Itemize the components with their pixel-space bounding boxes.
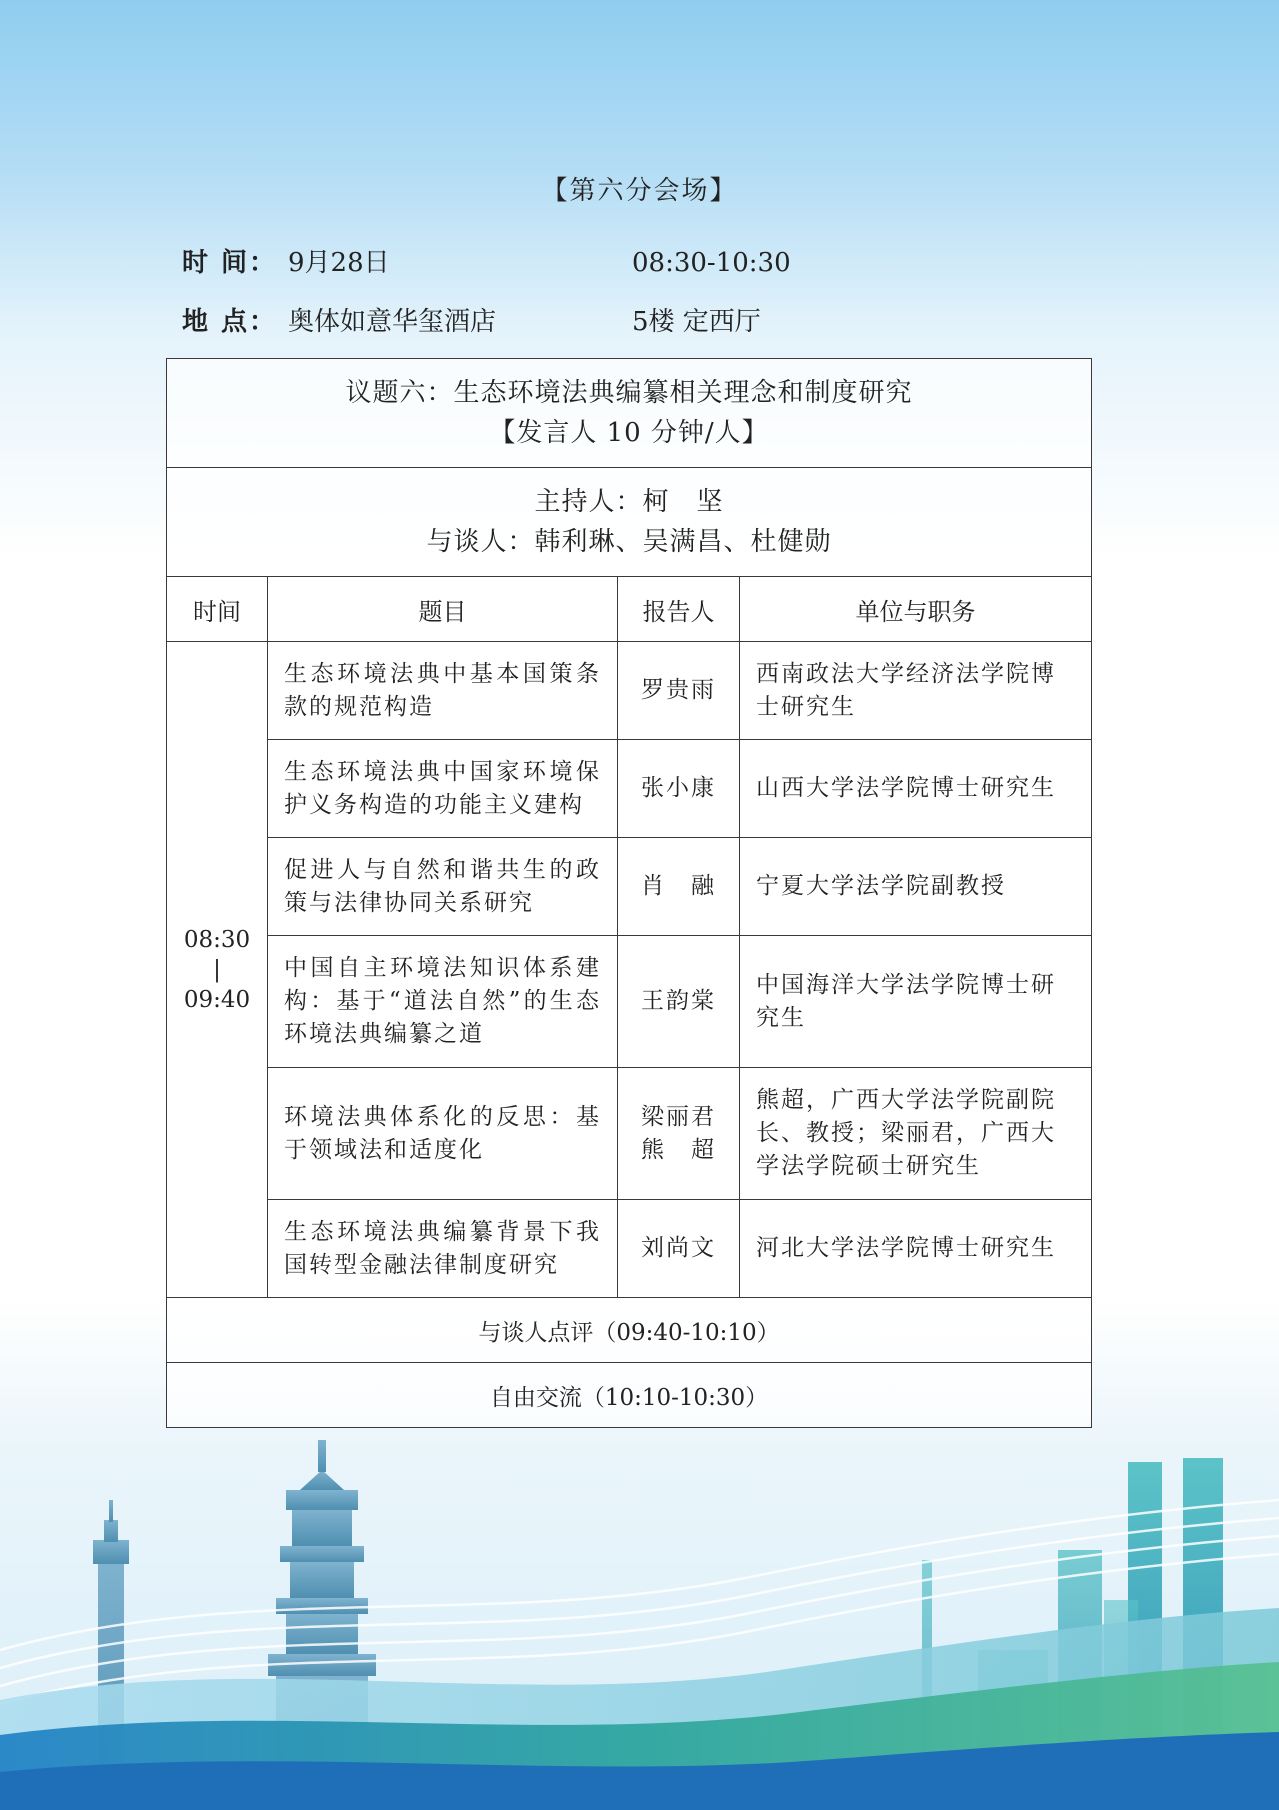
talk-affiliation: 熊超，广西大学法学院副院长、教授；梁丽君，广西大学法学院硕士研究生 <box>740 1068 1092 1200</box>
talk-topic: 生态环境法典中基本国策条款的规范构造 <box>268 642 618 740</box>
table-row <box>167 838 1092 936</box>
host-name: 主持人：柯 坚 <box>534 487 724 517</box>
city-skyline-illustration <box>0 1400 1279 1810</box>
talk-speaker: 肖 融 <box>618 838 740 936</box>
talk-affiliation: 宁夏大学法学院副教授 <box>740 838 1092 936</box>
talk-affiliation: 西南政法大学经济法学院博士研究生 <box>740 642 1092 740</box>
session-title: 【第六分会场】 <box>541 176 738 206</box>
talk-topic: 环境法典体系化的反思：基于领域法和适度化 <box>268 1068 618 1200</box>
column-header-row <box>167 577 1092 642</box>
talk-speaker: 梁丽君 熊 超 <box>618 1068 740 1200</box>
time-slot <box>167 642 268 1298</box>
column-header-time: 时间 <box>167 577 268 642</box>
session-time-range: 08:30-10:30 <box>632 248 791 278</box>
talk-topic: 生态环境法典编纂背景下我国转型金融法律制度研究 <box>268 1200 618 1298</box>
talk-speaker: 罗贵雨 <box>618 642 740 740</box>
column-header-org: 单位与职务 <box>740 577 1092 642</box>
discussants: 与谈人：韩利琳、吴满昌、杜健勋 <box>426 527 832 557</box>
place-row <box>182 301 761 338</box>
column-header-speaker: 报告人 <box>618 577 740 642</box>
talk-topic: 中国自主环境法知识体系建构：基于“道法自然”的生态环境法典编纂之道 <box>268 936 618 1068</box>
discussant-review: 与谈人点评（09:40-10:10） <box>167 1298 1092 1363</box>
talk-speaker: 张小康 <box>618 740 740 838</box>
time-row <box>182 242 791 279</box>
table-row <box>167 642 1092 740</box>
agenda-table <box>166 358 1092 1428</box>
session-date: 9月28日 <box>288 248 390 278</box>
column-header-topic: 题目 <box>268 577 618 642</box>
table-row <box>167 1200 1092 1298</box>
time-end: 09:40 <box>183 986 251 1013</box>
talk-speaker: 王韵棠 <box>618 936 740 1068</box>
host-block <box>167 468 1092 577</box>
speaker-time-note: 【发言人 10 分钟/人】 <box>489 418 769 448</box>
topic-title: 议题六：生态环境法典编纂相关理念和制度研究 <box>345 378 913 408</box>
time-start: 08:30 <box>183 926 251 953</box>
talk-affiliation: 河北大学法学院博士研究生 <box>740 1200 1092 1298</box>
topic-header <box>167 359 1092 468</box>
talk-topic: 生态环境法典中国家环境保护义务构造的功能主义建构 <box>268 740 618 838</box>
talk-speaker: 刘尚文 <box>618 1200 740 1298</box>
talk-topic: 促进人与自然和谐共生的政策与法律协同关系研究 <box>268 838 618 936</box>
venue-room: 5楼 定西厅 <box>632 307 761 337</box>
time-label: 时 间： <box>182 248 278 278</box>
table-row <box>167 936 1092 1068</box>
place-label: 地 点： <box>182 307 278 337</box>
talk-affiliation: 山西大学法学院博士研究生 <box>740 740 1092 838</box>
table-row <box>167 1068 1092 1200</box>
venue-name: 奥体如意华玺酒店 <box>288 307 497 337</box>
free-exchange: 自由交流（10:10-10:30） <box>167 1363 1092 1428</box>
time-separator: | <box>213 956 221 983</box>
table-row <box>167 740 1092 838</box>
talk-affiliation: 中国海洋大学法学院博士研究生 <box>740 936 1092 1068</box>
